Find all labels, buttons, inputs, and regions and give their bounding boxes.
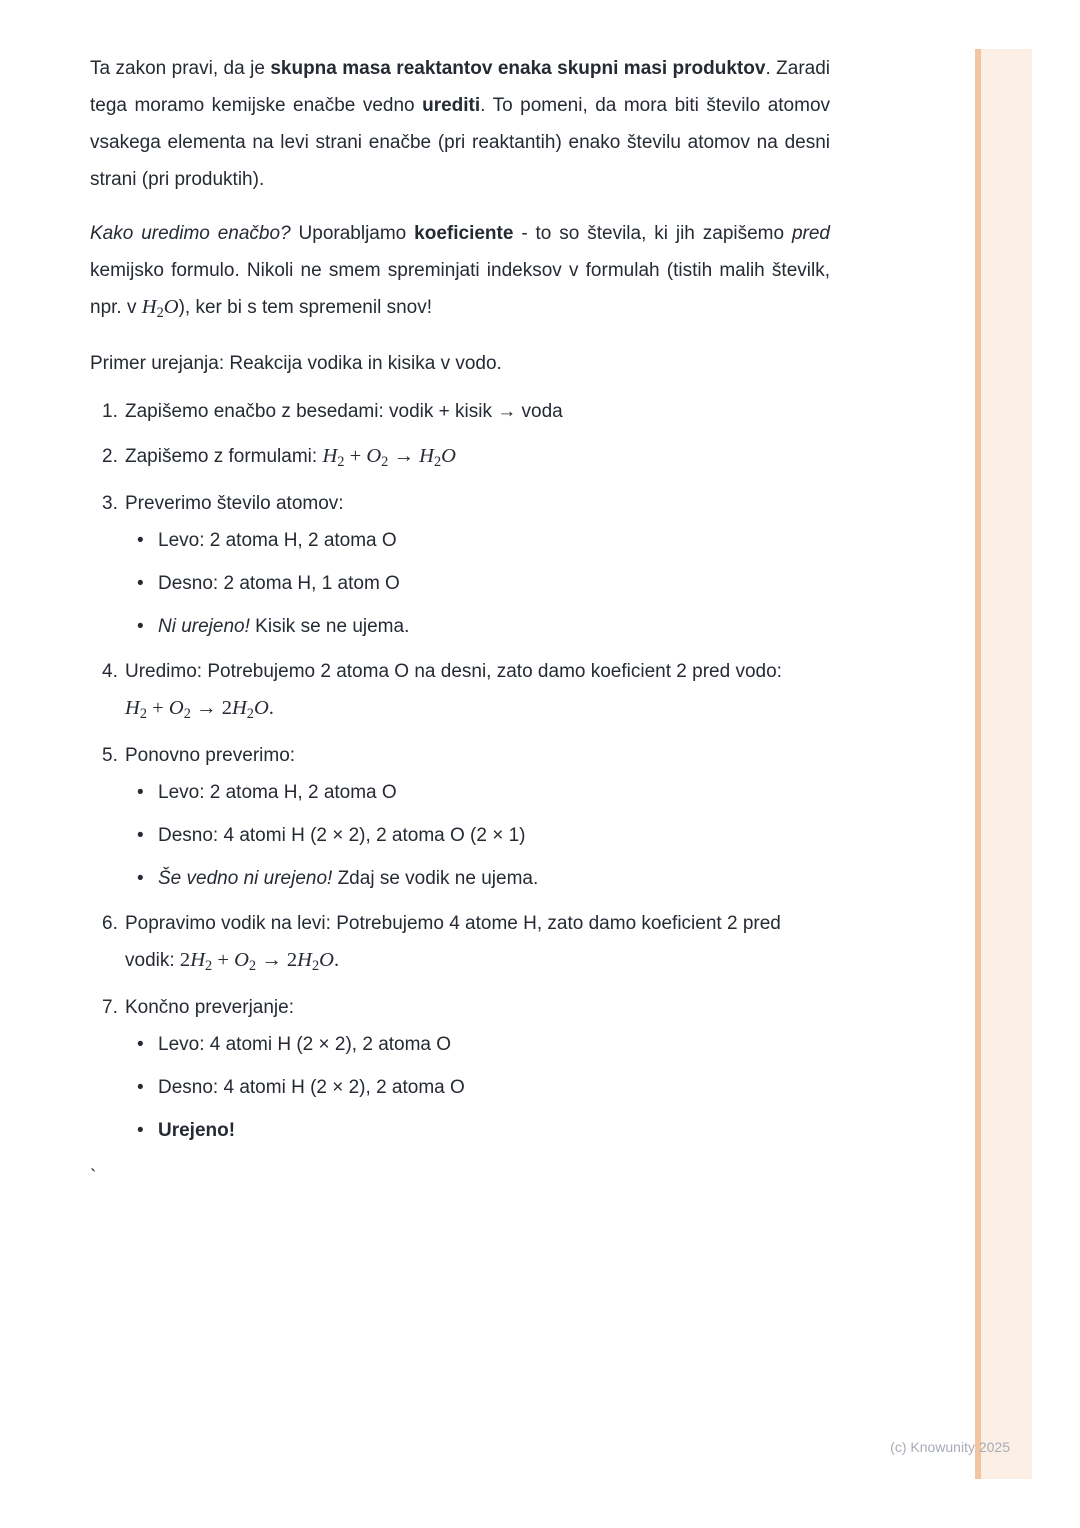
bold-run: skupna masa reaktantov enaka skupni masi produktov (270, 58, 766, 79)
bullet-item (125, 522, 830, 559)
step-item-2 (90, 438, 830, 477)
paragraph-example-intro (90, 345, 830, 382)
text-run: Zapišemo enačbo z besedami: vodik + kisik → voda (125, 401, 563, 422)
bullet-item (125, 1112, 830, 1149)
text-run: . To pomeni, da mora biti število atomov vsakega elementa na levi strani enačbe (pri reaktantih) enako številu atomov na desni strani (pri produktih). (90, 95, 831, 190)
text-run: Zapišemo z formulami: (125, 446, 323, 467)
chemical-formula: $H_2O$ (141, 296, 179, 321)
text-run: ` (90, 1167, 97, 1188)
text-run: Desno: 2 atoma H, 1 atom O (158, 573, 400, 594)
text-run: Desno: 4 atomi H (2 × 2), 2 atoma O (158, 1077, 465, 1098)
page-highlight-stripe (975, 49, 1032, 1479)
sub-bullet-list (125, 774, 830, 897)
text-run: Uredimo: Potrebujemo 2 atoma O na desni, zato damo koeficient 2 pred vodo: (125, 661, 782, 682)
text-run: Končno preverjanje: (125, 997, 294, 1018)
text-run: Levo: 2 atoma H, 2 atoma O (158, 530, 397, 551)
step-item-6 (90, 905, 830, 981)
bold-run: koeficiente (414, 223, 514, 244)
bullet-item (125, 565, 830, 602)
bullet-item (125, 860, 830, 897)
text-run: . Zaradi tega moramo kemijske enačbe vedno (90, 58, 831, 116)
italic-run: Ni urejeno! (158, 616, 250, 637)
bullet-item (125, 1026, 830, 1063)
paragraph-law-of-mass (90, 50, 830, 198)
chemical-equation: $H_2 + O_2 \to 2H_2O$. (125, 697, 274, 722)
text-run: Zdaj se vodik ne ujema. (332, 868, 539, 889)
step-item-5 (90, 737, 830, 897)
text-run: Kisik se ne ujema. (249, 616, 410, 637)
text-run: ), ker bi s tem spremenil snov! (178, 297, 433, 318)
text-run: Levo: 2 atoma H, 2 atoma O (158, 782, 397, 803)
text-run: Desno: 4 atomi H (2 × 2), 2 atoma O (2 × 1) (158, 825, 526, 846)
stray-backtick-character (90, 1159, 830, 1196)
text-run: - to so števila, ki jih zapišemo (513, 223, 792, 244)
chemical-equation: $H_2 + O_2 \to H_2O$ (322, 445, 456, 470)
step-item-7 (90, 989, 830, 1149)
paragraph-how-to-balance (90, 215, 830, 328)
text-run: Ponovno preverimo: (125, 745, 296, 766)
text-run: kemijsko formulo. Nikoli ne smem spreminjati indeksov v formulah (tistih malih številk, npr. v (90, 260, 830, 318)
text-run: Popravimo vodik na levi: Potrebujemo 4 atome H, zato damo koeficient 2 pred vodik: (125, 913, 781, 971)
bullet-item (125, 817, 830, 854)
italic-run: pred (791, 223, 830, 244)
sub-bullet-list (125, 522, 830, 645)
bullet-item (125, 1069, 830, 1106)
bullet-item (125, 608, 830, 645)
sub-bullet-list (125, 1026, 830, 1149)
text-run: Uporabljamo (290, 223, 415, 244)
chemical-equation: $2H_2 + O_2 \to 2H_2O$. (179, 949, 340, 974)
bold-run: Urejeno! (158, 1120, 236, 1141)
italic-run: Še vedno ni urejeno! (158, 868, 333, 889)
step-item-4 (90, 653, 830, 729)
italic-run: Kako uredimo enačbo? (90, 223, 291, 244)
text-run: Preverimo število atomov: (125, 493, 344, 514)
text-run: Primer urejanja: Reakcija vodika in kisika v vodo. (90, 353, 502, 374)
copyright-watermark: (c) Knowunity 2025 (890, 1439, 1010, 1455)
step-item-3 (90, 485, 830, 645)
text-run: Ta zakon pravi, da je (90, 58, 271, 79)
balancing-steps-list (90, 393, 830, 1149)
document-body (90, 50, 830, 1196)
bullet-item (125, 774, 830, 811)
bold-run: urediti (422, 95, 481, 116)
step-item-1 (90, 393, 830, 430)
text-run: Levo: 4 atomi H (2 × 2), 2 atoma O (158, 1034, 452, 1055)
